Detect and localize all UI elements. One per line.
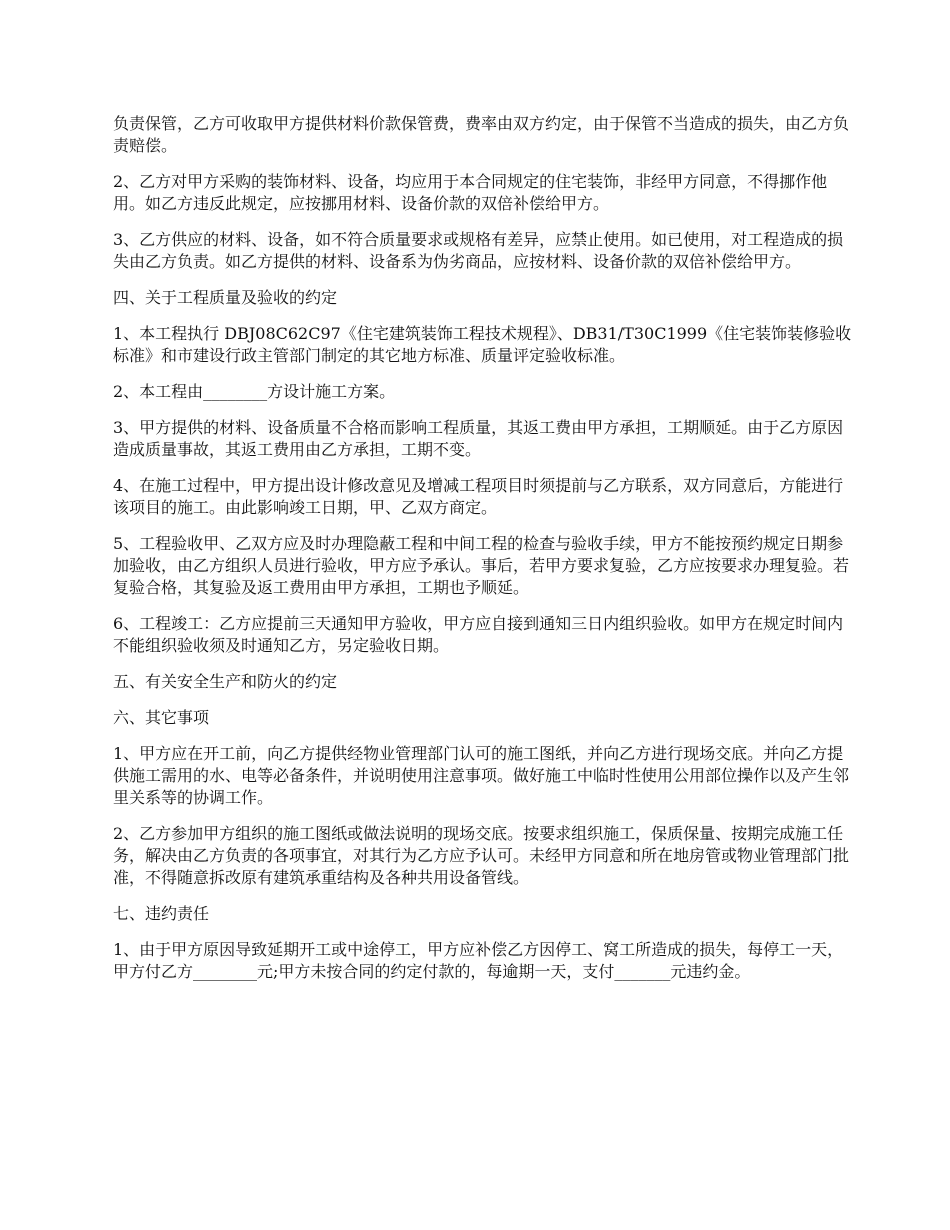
paragraph-delay-compensation: 1、由于甲方原因导致延期开工或中途停工，甲方应补偿乙方因停工、窝工所造成的损失，每停工一天，甲方付乙方________元;甲方未按合同的约定付款的，每逾期一天，支付_______元违约金。 <box>113 940 844 981</box>
section-heading-safety-fire: 五、有关安全生产和防火的约定 <box>113 672 338 691</box>
paragraph-completion: 6、工程竣工：乙方应提前三天通知甲方验收，甲方应自接到通知三日内组织验收。如甲方在规定时间内不能组织验收须及时通知乙方，另定验收日期。 <box>113 614 844 655</box>
paragraph-material-use: 2、乙方对甲方采购的装饰材料、设备，均应用于本合同规定的住宅装饰，非经甲方同意，不得挪作他用。如乙方违反此规定，应按挪用材料、设备价款的双倍补偿给甲方。 <box>113 172 828 213</box>
section-heading-breach-liability: 七、违约责任 <box>113 904 210 923</box>
section-heading-other-matters: 六、其它事项 <box>113 708 210 727</box>
paragraph-party-b-duties: 2、乙方参加甲方组织的施工图纸或做法说明的现场交底。按要求组织施工，保质保量、按期完成施工任务，解决由乙方负责的各项事宜，对其行为乙方应予认可。未经甲方同意和所在地房管或物业管理部门批准，不得随意拆改原有建筑承重结构及各种共用设备管线。 <box>113 824 850 887</box>
section-heading-quality-acceptance: 四、关于工程质量及验收的约定 <box>113 288 338 307</box>
paragraph-rework-cost: 3、甲方提供的材料、设备质量不合格而影响工程质量，其返工费由甲方承担，工期顺延。由于乙方原因造成质量事故，其返工费用由乙方承担，工期不变。 <box>113 418 844 459</box>
document-page <box>113 113 853 997</box>
paragraph-design-changes: 4、在施工过程中，甲方提出设计修改意见及增减工程项目时须提前与乙方联系，双方同意后，方能进行该项目的施工。由此影响竣工日期，甲、乙双方商定。 <box>113 476 844 517</box>
paragraph-party-a-duties: 1、甲方应在开工前，向乙方提供经物业管理部门认可的施工图纸，并向乙方进行现场交底。并向乙方提供施工需用的水、电等必备条件，并说明使用注意事项。做好施工中临时性使用公用部位操作以及产生邻里关系等的协调工作。 <box>113 744 850 807</box>
paragraph-hidden-works-acceptance: 5、工程验收甲、乙双方应及时办理隐蔽工程和中间工程的检查与验收手续，甲方不能按预约规定日期参加验收，由乙方组织人员进行验收，甲方应予承认。事后，若甲方要求复验，乙方应按要求办理复验。若复验合格，其复验及返工费用由甲方承担，工期也予顺延。 <box>113 534 850 597</box>
paragraph-storage-liability: 负责保管，乙方可收取甲方提供材料价款保管费，费率由双方约定，由于保管不当造成的损失，由乙方负责赔偿。 <box>113 114 850 155</box>
paragraph-design-party: 2、本工程由________方设计施工方案。 <box>113 382 396 401</box>
paragraph-material-quality: 3、乙方供应的材料、设备，如不符合质量要求或规格有差异，应禁止使用。如已使用，对工程造成的损失由乙方负责。如乙方提供的材料、设备系为伪劣商品，应按材料、设备价款的双倍补偿给甲方。 <box>113 230 844 271</box>
paragraph-standards: 1、本工程执行 DBJ08C62C97《住宅建筑装饰工程技术规程》、DB31/T30C1999《住宅装饰装修验收标准》和市建设行政主管部门制定的其它地方标准、质量评定验收标准。 <box>113 324 852 365</box>
